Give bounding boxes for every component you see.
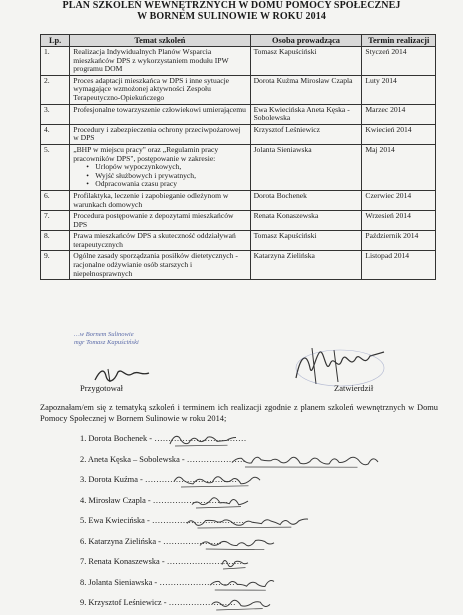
signature-stroke [170, 436, 236, 444]
signatory-name: 4. Mirosław Czapla - ……………………… [80, 496, 228, 505]
list-item [80, 451, 440, 472]
signature-underline [196, 506, 241, 507]
row-person: Renata Konaszewska [250, 211, 362, 231]
acknowledgement-text: Zapoznałam/em się z tematyką szkoleń i terminem ich realizacji zgodnie z planem szkoleń wewnętrznych w Domu Pomocy Społecznej w Bornem Sulinowie w roku 2014; [40, 402, 438, 424]
handwritten-signature [185, 512, 310, 530]
signature-underline [181, 486, 249, 487]
row-number: 6. [41, 190, 70, 210]
list-item [80, 430, 440, 451]
row-number: 7. [41, 211, 70, 231]
signatory-name: 7. Renata Konaszewska - ……………………… [80, 557, 242, 566]
handwritten-signature [230, 451, 380, 469]
stamp-line-2: mgr Tomasz Kapuściński [74, 339, 184, 347]
title-line-1: PLAN SZKOLEŃ WEWNĘTRZNYCH W DOMU POMOCY SPOŁECZNEJ [0, 0, 463, 11]
signature-stroke [212, 600, 270, 606]
header-date: Termin realizacji [362, 35, 436, 47]
list-item [80, 492, 440, 513]
row-number: 3. [41, 104, 70, 124]
row-topic: Proces adaptacji mieszkańca w DPS i inne sytuacje wymagające wzmożonej aktywności Zespołu Terapeutyczno-Opiekuńczego [70, 75, 250, 104]
row-person: Tomasz Kapuściński [250, 47, 362, 76]
training-plan-table [40, 34, 436, 280]
row-person: Katarzyna Zielińska [250, 251, 362, 280]
list-item [80, 553, 440, 574]
table-row [41, 211, 436, 231]
table-row [41, 124, 436, 144]
table-row [41, 75, 436, 104]
list-item [80, 594, 440, 615]
row-date: Kwiecień 2014 [362, 124, 436, 144]
list-item [80, 471, 440, 492]
stamp-line-1: …w Bornem Sulinowie [74, 331, 184, 339]
signature-stroke [187, 519, 308, 525]
row-person: Tomasz Kapuściński [250, 231, 362, 251]
signature-stroke [192, 497, 248, 504]
row-topic: Profesjonalne towarzyszenie człowiekowi umierającemu [70, 104, 250, 124]
row-date: Styczeń 2014 [362, 47, 436, 76]
row-number: 4. [41, 124, 70, 144]
row-number: 2. [41, 75, 70, 104]
signatory-name: 6. Katarzyna Zielińska - ………………… [80, 537, 222, 546]
header-lp: Lp. [41, 35, 70, 47]
row-person: Ewa Kwiecińska Aneta Kęska - Sobolewska [250, 104, 362, 124]
row-topic: Prawa mieszkańców DPS a skuteczność oddziaływań terapeutycznych [70, 231, 250, 251]
signature-stroke [222, 560, 248, 566]
row-number: 9. [41, 251, 70, 280]
table-row [41, 190, 436, 210]
handwritten-signature [210, 594, 272, 612]
header-person: Osoba prowadząca [250, 35, 362, 47]
approved-by-label: Zatwierdził [334, 383, 373, 393]
row-topic: Ogólne zasady sporządzania posiłków dietetycznych - racjonalne odżywianie osób starszych i niepełnosprawnych [70, 251, 250, 280]
document-title [0, 0, 463, 22]
row-topic: Profilaktyka, leczenie i zapobieganie odleżynom w warunkach domowych [70, 190, 250, 210]
signatory-name: 2. Aneta Kęska – Sobolewska - ………………… [80, 455, 245, 464]
row-date: Marzec 2014 [362, 104, 436, 124]
handwritten-signature [190, 492, 250, 510]
handwritten-signature [168, 430, 238, 448]
author-signature [92, 366, 152, 384]
handwritten-signature [220, 553, 250, 571]
row-person: Dorota Kuźma Mirosław Czapla [250, 75, 362, 104]
signatory-name: 8. Jolanta Sieniawska - ……………………… [80, 578, 235, 587]
row-date: Maj 2014 [362, 144, 436, 190]
signature-underline [198, 527, 292, 528]
row-person: Jolanta Sieniawska [250, 144, 362, 190]
list-item: • Urlopów wypoczynkowych, [95, 163, 246, 172]
handwritten-signature [198, 533, 276, 551]
handwritten-signature [172, 471, 262, 489]
signature-stroke [174, 477, 260, 484]
row-number: 1. [41, 47, 70, 76]
table-row [41, 144, 436, 190]
list-item [80, 512, 440, 533]
signatory-name: 9. Krzysztof Leśniewicz - …………………… [80, 598, 236, 607]
row-person: Krzysztof Leśniewicz [250, 124, 362, 144]
table-row [41, 231, 436, 251]
signatory-name: 1. Dorota Bochenek - …………………………… [80, 434, 246, 443]
row-topic: Realizacja Indywidualnych Planów Wsparcia mieszkańców DPS z wykorzystaniem modułu IPW programu DOM [70, 47, 250, 76]
row-date: Wrzesień 2014 [362, 211, 436, 231]
row-topic: Procedury i zabezpieczenia ochrony przeciwpożarowej w DPS [70, 124, 250, 144]
prepared-by-label: Przygotował [80, 383, 123, 393]
row-number: 8. [41, 231, 70, 251]
signature-stroke [200, 540, 274, 546]
table-row [41, 104, 436, 124]
table-row [41, 251, 436, 280]
signature-underline [216, 609, 263, 610]
row-date: Listopad 2014 [362, 251, 436, 280]
signature-stroke [232, 457, 378, 464]
row-number: 5. [41, 144, 70, 190]
row-date: Czerwiec 2014 [362, 190, 436, 210]
signature-underline [206, 549, 264, 550]
signatory-name: 3. Dorota Kuźma - …………………………… [80, 475, 237, 484]
signature-underline [223, 568, 246, 569]
handwritten-signature [208, 574, 276, 592]
row-date: Luty 2014 [362, 75, 436, 104]
row-topic [70, 144, 250, 190]
list-item: • Odpracowania czasu pracy [95, 180, 246, 189]
signature-stroke [210, 580, 274, 586]
signature-underline [175, 445, 228, 446]
row-topic-text: „BHP w miejscu pracy" oraz „Regulamin pracy pracowników DPS", postępowanie w zakresie: [73, 146, 246, 163]
list-item: • Wyjść służbowych i prywatnych, [95, 172, 246, 181]
list-item [80, 574, 440, 595]
row-person: Dorota Bochenek [250, 190, 362, 210]
table-row [41, 47, 436, 76]
title-line-2: W BORNEM SULINOWIE W ROKU 2014 [0, 11, 463, 22]
table-header-row [41, 35, 436, 47]
row-date: Październik 2014 [362, 231, 436, 251]
topic-bullet-list [73, 163, 246, 189]
header-topic: Temat szkoleń [70, 35, 250, 47]
row-topic: Procedura postępowanie z depozytami mieszkańców DPS [70, 211, 250, 231]
signatory-list [80, 430, 440, 615]
approver-signature [290, 344, 390, 388]
signatory-name: 5. Ewa Kwiecińska - …………………………… [80, 516, 244, 525]
author-stamp [74, 331, 184, 347]
list-item [80, 533, 440, 554]
